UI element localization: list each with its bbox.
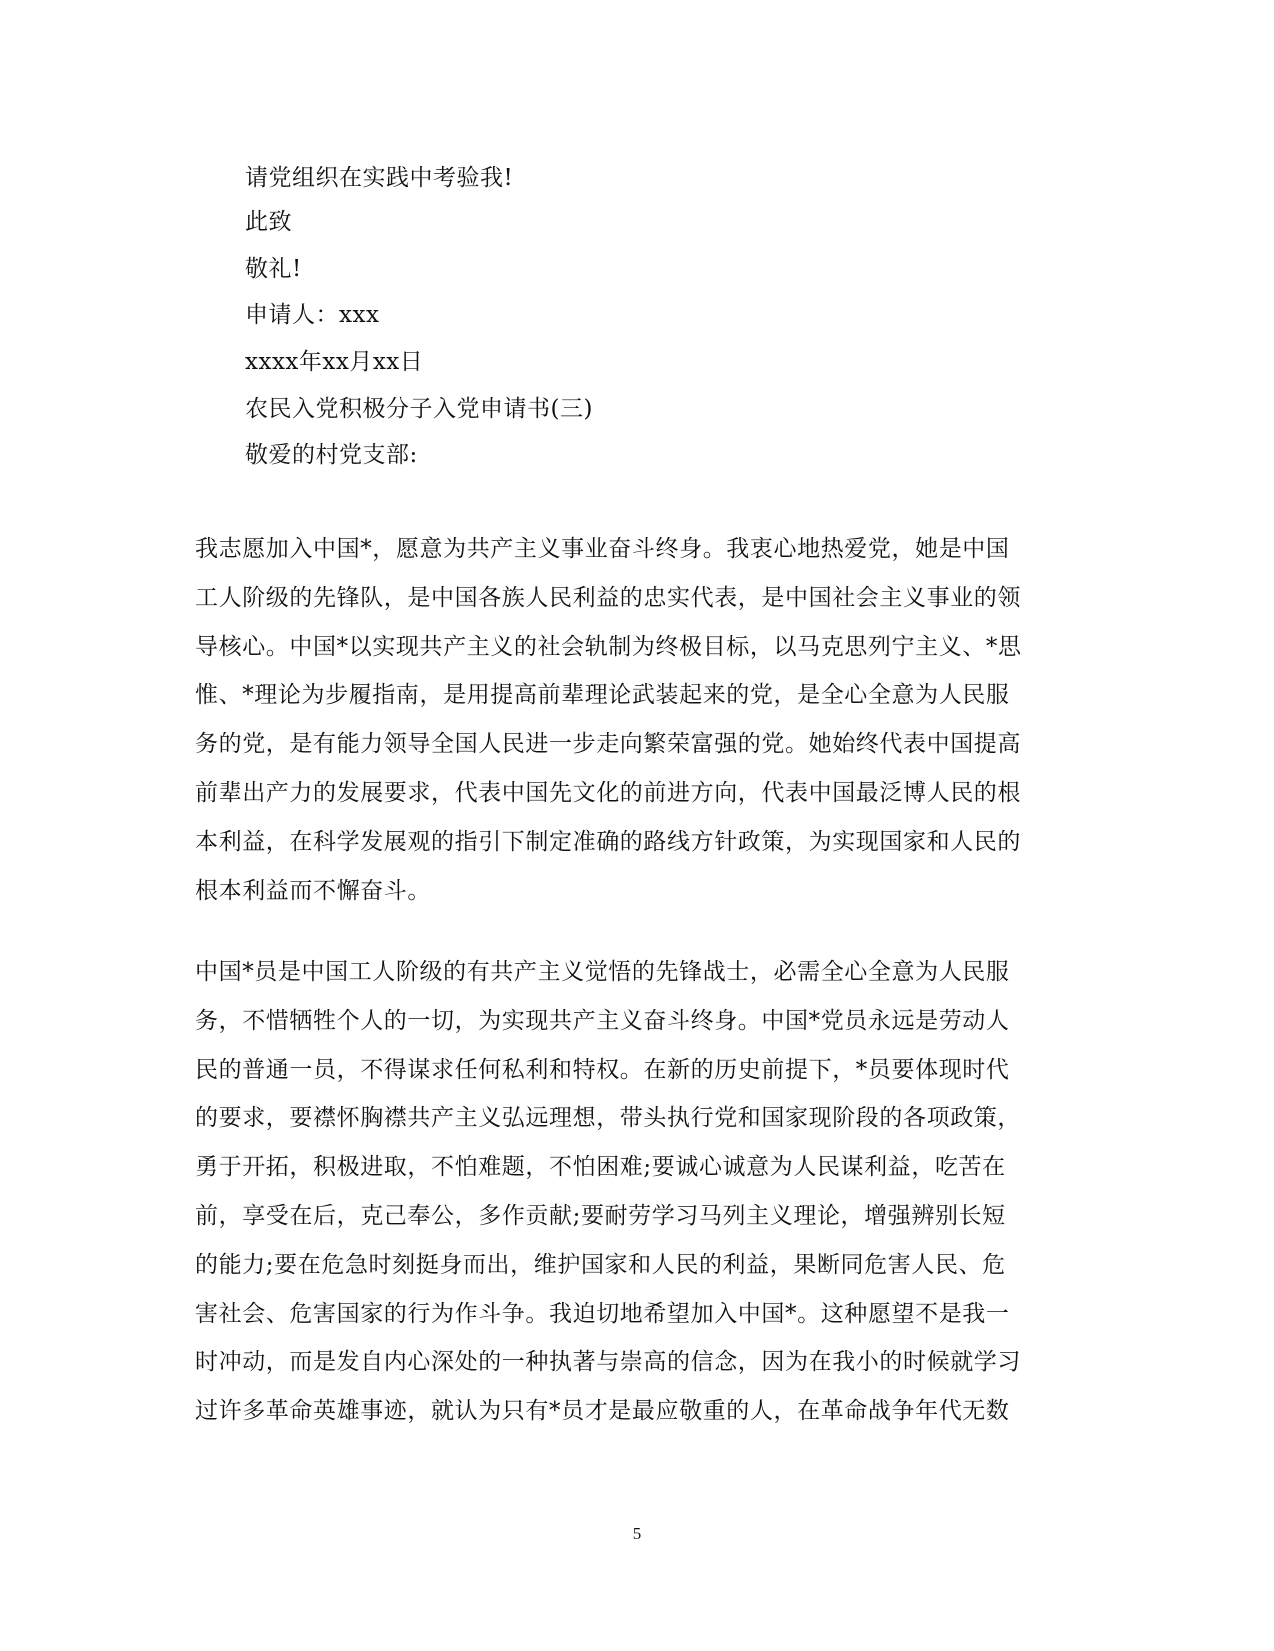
paragraph-line: 务的党，是有能力领导全国人民进一步走向繁荣富强的党。她始终代表中国提高	[195, 731, 1021, 758]
paragraph-line: 务，不惜牺牲个人的一切，为实现共产主义奋斗终身。中国*党员永远是劳动人	[195, 1007, 1010, 1034]
paragraph-line: 本利益，在科学发展观的指引下制定准确的路线方针政策，为实现国家和人民的	[195, 828, 1021, 855]
paragraph-line: 勇于开拓，积极进取，不怕难题，不怕困难;要诚心诚意为人民谋利益，吃苦在	[195, 1154, 1006, 1181]
paragraph-1	[195, 525, 1075, 915]
paragraph-line: 的能力;要在危急时刻挺身而出，维护国家和人民的利益，果断同危害人民、危	[195, 1251, 1006, 1278]
paragraph-line: 工人阶级的先锋队，是中国各族人民利益的忠实代表，是中国社会主义事业的领	[195, 584, 1021, 611]
paragraph-line: 民的普通一员，不得谋求任何私利和特权。在新的历史前提下，*员要体现时代	[195, 1056, 1010, 1083]
opening-line-salutation: 此致	[245, 209, 292, 235]
paragraph-line: 导核心。中国*以实现共产主义的社会轨制为终极目标，以马克思列宁主义、*思	[195, 633, 1022, 660]
paragraph-line: 过许多革命英雄事迹，就认为只有*员才是最应敬重的人，在革命战争年代无数	[195, 1398, 1010, 1425]
page-number: 5	[632, 1524, 642, 1543]
paragraph-line: 害社会、危害国家的行为作斗争。我迫切地希望加入中国*。这种愿望不是我一	[195, 1300, 1010, 1327]
letter-title: 农民入党积极分子入党申请书(三)	[245, 396, 593, 422]
letter-greeting: 敬爱的村党支部:	[245, 442, 418, 468]
paragraph-line: 中国*员是中国工人阶级的有共产主义觉悟的先锋战士，必需全心全意为人民服	[195, 959, 1010, 985]
paragraph-2	[195, 948, 1075, 1436]
paragraph-line: 前，享受在后，克己奉公，多作贡献;要耐劳学习马列主义理论，增强辨别长短	[195, 1202, 1006, 1229]
paragraph-line: 时冲动，而是发自内心深处的一种执著与崇高的信念，因为在我小的时候就学习	[195, 1349, 1021, 1376]
paragraph-line: 前辈出产力的发展要求，代表中国先文化的前进方向，代表中国最泛博人民的根	[195, 779, 1021, 806]
applicant-line: 申请人：xxx	[245, 302, 380, 328]
date-line: xxxx年xx月xx日	[245, 349, 424, 375]
paragraph-line: 我志愿加入中国*，愿意为共产主义事业奋斗终身。我衷心地热爱党，她是中国	[195, 536, 1010, 562]
opening-line-regards: 敬礼!	[245, 256, 302, 282]
paragraph-line: 的要求，要襟怀胸襟共产主义弘远理想，带头执行党和国家现阶段的各项政策，	[195, 1105, 1021, 1132]
paragraph-line: 惟、*理论为步履指南，是用提高前辈理论武装起来的党，是全心全意为人民服	[195, 682, 1010, 709]
opening-line-exhortation: 请党组织在实践中考验我!	[245, 165, 514, 191]
paragraph-line: 根本利益而不懈奋斗。	[195, 877, 431, 904]
